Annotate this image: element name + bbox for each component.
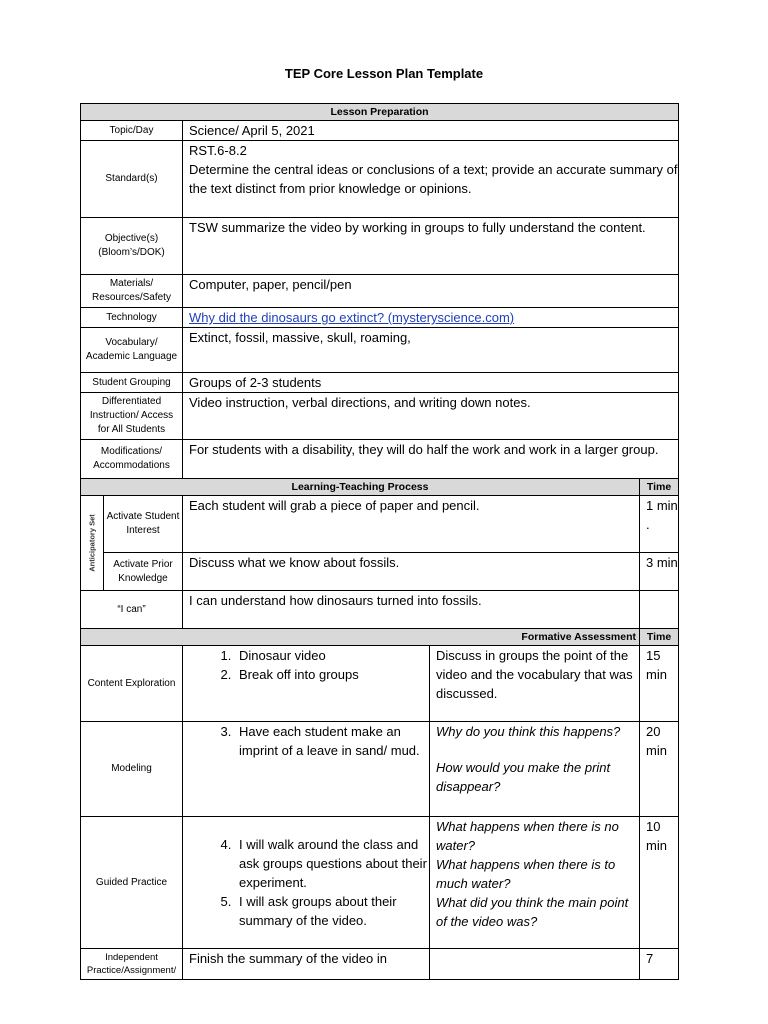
grouping-label: Student Grouping (81, 373, 183, 393)
standard-row (81, 141, 679, 218)
guided-practice-row (81, 817, 679, 949)
modeling-question-2: How would you make the print disappear? (436, 760, 611, 794)
guided-practice-label: Guided Practice (81, 817, 183, 949)
materials-row (81, 275, 679, 308)
content-exploration-time: 15 min (640, 646, 679, 722)
topic-row (81, 121, 679, 141)
modifications-label: Modifications/ Accommodations (81, 440, 183, 479)
vocabulary-label: Vocabulary/ Academic Language (81, 328, 183, 373)
objective-label: Objective(s) (Bloom’s/DOK) (81, 218, 183, 275)
document-title: TEP Core Lesson Plan Template (284, 66, 484, 81)
list-item: 5. I will ask groups about their summary of the video. (235, 892, 429, 930)
grouping-row (81, 373, 679, 393)
formative-header-row (81, 629, 679, 646)
differentiated-row (81, 393, 679, 440)
modeling-question-1: Why do you think this happens? (436, 724, 621, 739)
formative-time-header: Time (640, 629, 679, 646)
content-exploration-list (189, 646, 429, 684)
standard-code: RST.6-8.2 (189, 143, 247, 158)
standard-text: Determine the central ideas or conclusions of a text; provide an accurate summary of the text distinct from prior knowledge or opinions. (189, 162, 678, 196)
materials-label: Materials/ Resources/Safety (81, 275, 183, 308)
content-exploration-row (81, 646, 679, 722)
standard-value (183, 141, 679, 218)
objective-row (81, 218, 679, 275)
independent-practice-label: Independent Practice/Assignment/ (81, 949, 183, 980)
guided-practice-assessment (430, 817, 640, 949)
content-exploration-activities (183, 646, 430, 722)
modeling-row (81, 722, 679, 817)
activate-interest-value: Each student will grab a piece of paper and pencil. (183, 496, 640, 553)
guided-question-2: What happens when there is to much water? (436, 857, 616, 891)
guided-practice-activities (183, 817, 430, 949)
lesson-preparation-header-row (81, 104, 679, 121)
learning-process-header: Learning-Teaching Process (81, 479, 640, 496)
i-can-label: “I can” (81, 591, 183, 629)
i-can-row (81, 591, 679, 629)
modeling-label: Modeling (81, 722, 183, 817)
list-item: 4. I will walk around the class and ask groups questions about their experiment. (235, 835, 429, 892)
time-header: Time (640, 479, 679, 496)
activate-interest-time: 1 min . (640, 496, 679, 553)
differentiated-value: Video instruction, verbal directions, and writing down notes. (183, 393, 679, 440)
content-exploration-assessment: Discuss in groups the point of the video and the vocabulary that was discussed. (430, 646, 640, 722)
technology-row (81, 308, 679, 328)
vocabulary-row (81, 328, 679, 373)
activate-prior-time: 3 min (640, 553, 679, 591)
guided-question-3: What did you think the main point of the video was? (436, 895, 629, 929)
objective-value: TSW summarize the video by working in groups to fully understand the content. (183, 218, 679, 275)
lesson-plan-table (80, 103, 679, 980)
activate-prior-value: Discuss what we know about fossils. (183, 553, 640, 591)
modifications-row (81, 440, 679, 479)
activate-prior-row (81, 553, 679, 591)
activate-prior-label: Activate Prior Knowledge (104, 553, 183, 591)
formative-assessment-header: Formative Assessment (81, 629, 640, 646)
guided-question-1: What happens when there is no water? (436, 819, 619, 853)
list-item: 3. Have each student make an imprint of a leave in sand/ mud. (235, 722, 429, 760)
list-item: 1. Dinosaur video (235, 646, 429, 665)
differentiated-label: Differentiated Instruction/ Access for All Students (81, 393, 183, 440)
modeling-activities (183, 722, 430, 817)
independent-practice-assessment (430, 949, 640, 980)
independent-practice-row (81, 949, 679, 980)
modifications-value: For students with a disability, they will do half the work and work in a larger group. (183, 440, 679, 479)
anticipatory-set-label: Anticipatory Set (81, 496, 104, 591)
independent-practice-time: 7 (640, 949, 679, 980)
materials-value: Computer, paper, pencil/pen (183, 275, 679, 308)
technology-link[interactable]: Why did the dinosaurs go extinct? (mysteryscience.com) (189, 310, 515, 325)
technology-value (183, 308, 679, 328)
list-item: 2. Break off into groups (235, 665, 429, 684)
activate-interest-label: Activate Student Interest (104, 496, 183, 553)
technology-label: Technology (81, 308, 183, 328)
modeling-time: 20 min (640, 722, 679, 817)
standard-label: Standard(s) (81, 141, 183, 218)
topic-value: Science/ April 5, 2021 (183, 121, 679, 141)
lesson-preparation-header: Lesson Preparation (81, 104, 679, 121)
learning-process-header-row (81, 479, 679, 496)
modeling-list (189, 722, 429, 760)
independent-practice-value: Finish the summary of the video in (183, 949, 430, 980)
topic-label: Topic/Day (81, 121, 183, 141)
guided-practice-list (189, 835, 429, 930)
grouping-value: Groups of 2-3 students (183, 373, 679, 393)
modeling-assessment (430, 722, 640, 817)
vocabulary-value: Extinct, fossil, massive, skull, roaming, (183, 328, 679, 373)
i-can-value: I can understand how dinosaurs turned into fossils. (183, 591, 640, 629)
i-can-time (640, 591, 679, 629)
activate-interest-row (81, 496, 679, 553)
guided-practice-time: 10 min (640, 817, 679, 949)
content-exploration-label: Content Exploration (81, 646, 183, 722)
